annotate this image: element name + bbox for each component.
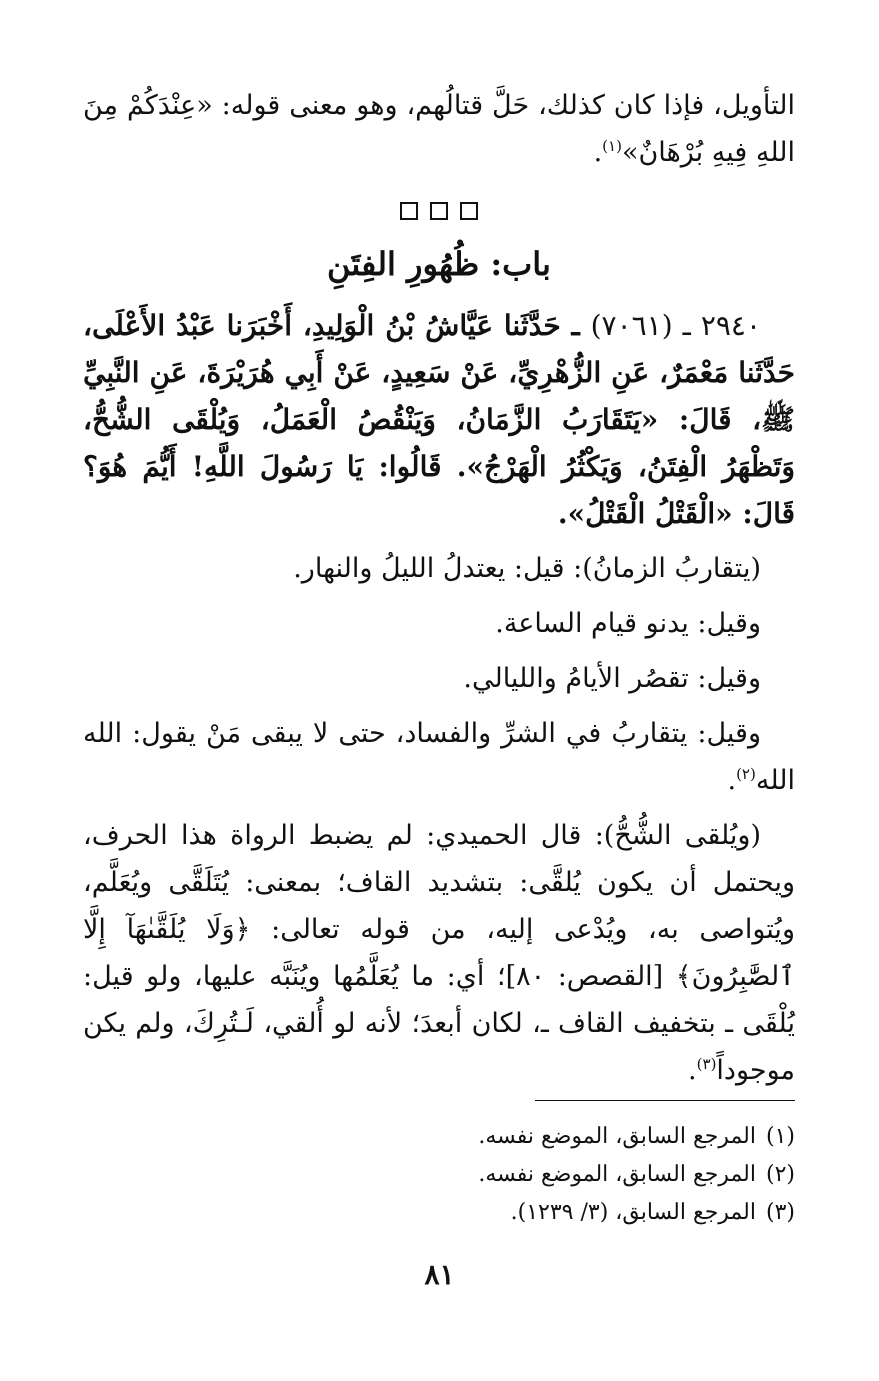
page-number: ٨١: [424, 1258, 455, 1291]
commentary-paragraph: وقيل: يدنو قيام الساعة.: [495, 608, 761, 639]
p5-end: .: [688, 1055, 697, 1086]
footnotes: [83, 1118, 795, 1232]
square-ornament-icon: [400, 202, 418, 220]
hadith-paragraph: [83, 302, 795, 537]
section-separator: [83, 202, 795, 220]
hadith-number: ٢٩٤٠ ـ (٧٠٦١): [590, 309, 761, 342]
footnote-ref-3[interactable]: (٣): [696, 1055, 717, 1073]
commentary-paragraph: [83, 812, 795, 1094]
intro-paragraph: [83, 82, 795, 176]
footnote-ref-1[interactable]: (١): [602, 137, 622, 155]
footnote-text: المرجع السابق، الموضع نفسه.: [478, 1124, 756, 1149]
footnote-number: (٣): [765, 1200, 795, 1225]
footnote-number: (١): [765, 1124, 795, 1149]
hadith-text: ـ حَدَّثَنا عَيَّاشُ بْنُ الْوَلِيدِ، أَخْبَرَنا عَبْدُ الأَعْلَى، حَدَّثَنا مَعْمَرٌ، عَنِ الزُّهْرِيِّ، عَنْ سَعِيدٍ، عَنْ أَبِي هُرَيْرَةَ، عَنِ النَّبِيِّ ﷺ، قَالَ: «يَتَقَارَبُ الزَّمَانُ، وَيَنْقُصُ الْعَمَلُ، وَيُلْقَى الشُّحُّ، وَتَظْهَرُ الْفِتَنُ، وَيَكْثُرُ الْهَرْجُ». قَالُوا: يَا رَسُولَ اللَّهِ! أَيُّمَ هُوَ؟ قَالَ: «الْقَتْلُ الْقَتْلُ».: [83, 309, 795, 530]
commentary-paragraph: وقيل: تقصُر الأيامُ والليالي.: [463, 663, 761, 694]
footnote-text: المرجع السابق، (٣/ ١٢٣٩).: [510, 1200, 756, 1225]
footnote-divider: [535, 1100, 795, 1101]
p4-end: .: [727, 765, 737, 796]
footnote-ref-2[interactable]: (٢): [736, 765, 756, 783]
p4-text: وقيل: يتقاربُ في الشرِّ والفساد، حتى لا يبقى مَنْ يقول: الله الله: [83, 718, 795, 796]
commentary-paragraph: (يتقاربُ الزمانُ): قيل: يعتدلُ الليلُ والنهار.: [293, 553, 761, 584]
footnote-number: (٢): [765, 1162, 795, 1187]
footnote-item: [83, 1156, 795, 1194]
intro-end: .: [593, 137, 603, 168]
p5-text: (ويُلقى الشُّحُّ): قال الحميدي: لم يضبط الرواة هذا الحرف، ويحتمل أن يكون يُلقَّى: بتشديد القاف؛ بمعنى: يُتَلَقَّى ويُعَلَّم، ويُتواصى به، ويُدْعى إليه، من قوله تعالى: ﴿وَلَا يُلَقَّىٰهَآ إِلَّا ٱلصَّٰبِرُونَ﴾ [القصص: ٨٠]؛ أي: ما يُعَلَّمُها ويُنَبَّه عليها، ولو قيل: يُلْقَى ـ بتخفيف القاف ـ، لكان أبعدَ؛ لأنه لو أُلقي، لَـتُرِكَ، ولم يكن موجوداً: [83, 820, 795, 1086]
square-ornament-icon: [430, 202, 448, 220]
footnote-item: [83, 1194, 795, 1232]
main-text: [83, 82, 795, 1094]
commentary-paragraph: [83, 710, 795, 804]
footnote-item: [83, 1118, 795, 1156]
square-ornament-icon: [460, 202, 478, 220]
intro-text: التأويل، فإذا كان كذلك، حَلَّ قتالُهم، وهو معنى قوله: «عِنْدَكُمْ مِنَ اللهِ فِيهِ بُرْهَانٌ»: [83, 90, 795, 168]
chapter-heading: باب: ظُهُورِ الفِتَنِ: [327, 245, 551, 283]
footnote-text: المرجع السابق، الموضع نفسه.: [478, 1162, 756, 1187]
